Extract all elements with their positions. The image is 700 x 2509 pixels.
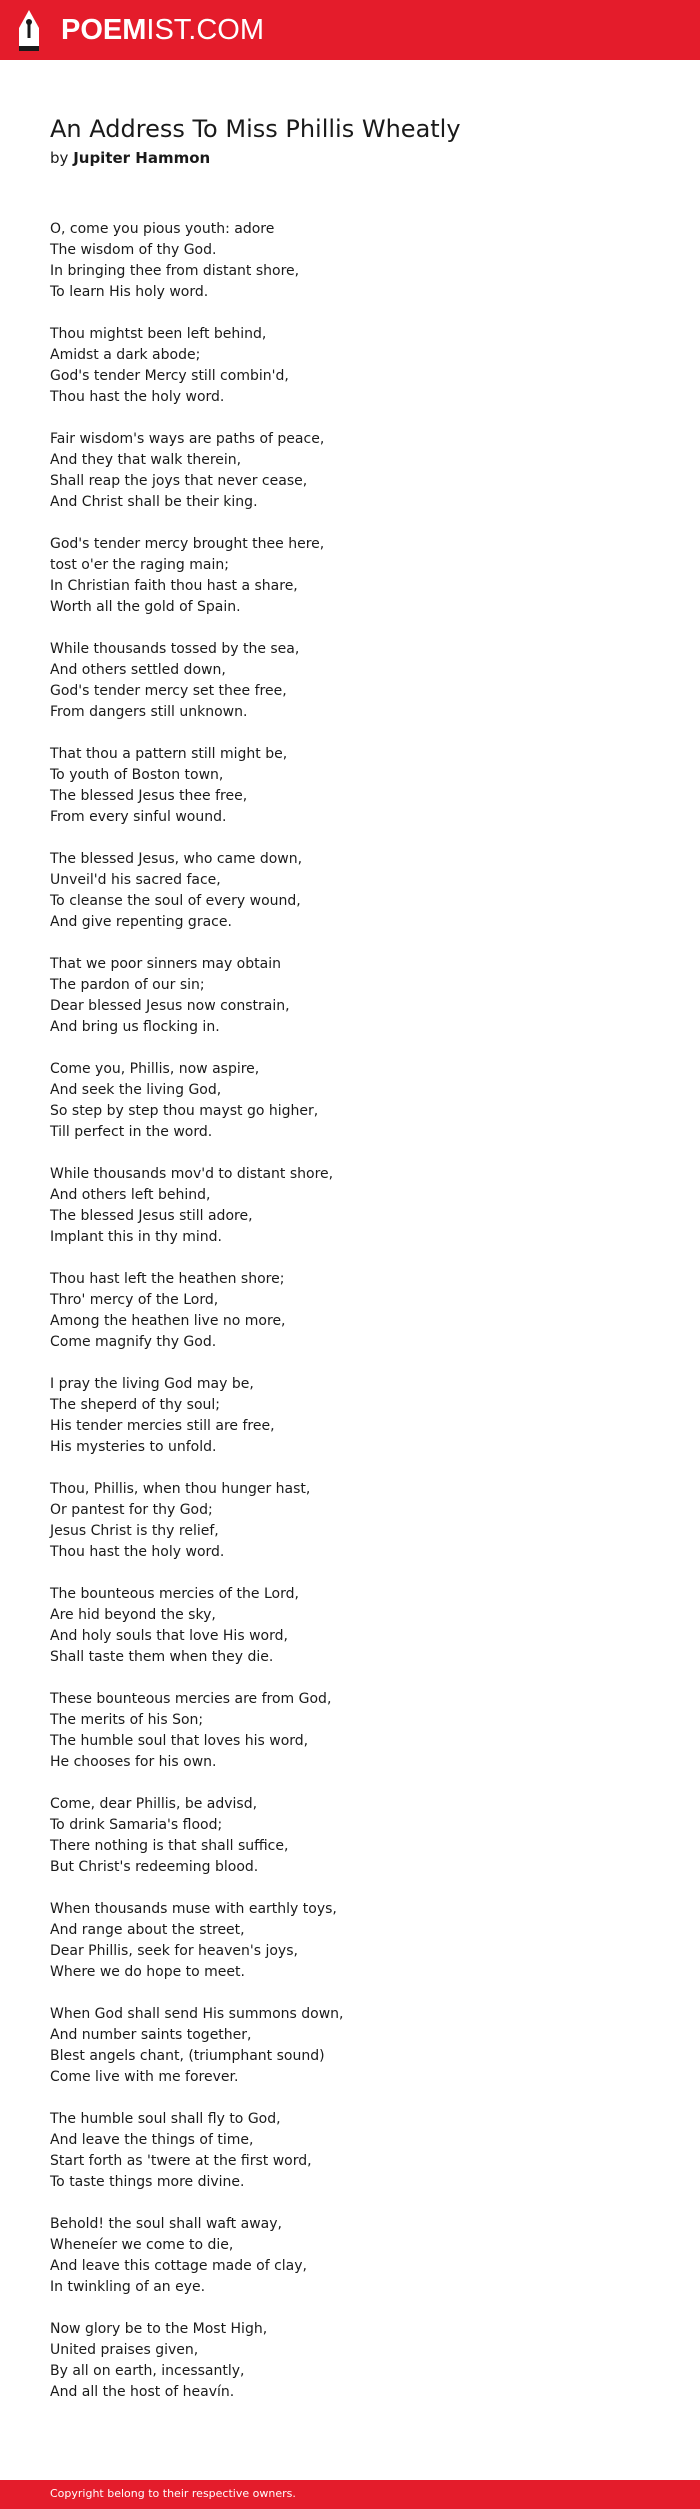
poem-line: Thro' mercy of the Lord, — [50, 1292, 219, 1308]
poem-line: God's tender mercy brought thee here, — [50, 536, 325, 552]
poem-line: And leave the things of time, — [50, 2132, 254, 2148]
poem-line: His mysteries to unfold. — [50, 1439, 217, 1455]
stanza — [50, 2214, 670, 2298]
poem-line: Jesus Christ is thy relief, — [50, 1523, 219, 1539]
poem-line: The pardon of our sin; — [50, 977, 205, 993]
poem-line: The blessed Jesus thee free, — [50, 788, 248, 804]
stanza — [50, 1689, 670, 1773]
poem-line: God's tender Mercy still combin'd, — [50, 368, 289, 384]
poem-line: By all on earth, incessantly, — [50, 2363, 245, 2379]
poem-line: The blessed Jesus, who came down, — [50, 851, 303, 867]
poem-line: And seek the living God, — [50, 1082, 222, 1098]
poem-line: And others left behind, — [50, 1187, 211, 1203]
poem-line: God's tender mercy set thee free, — [50, 683, 287, 699]
poem-line: Wheneíer we come to die, — [50, 2237, 234, 2253]
poem-line: That we poor sinners may obtain — [50, 956, 281, 972]
top-bar — [0, 0, 700, 60]
poem-line: Dear Phillis, seek for heaven's joys, — [50, 1943, 298, 1959]
logo-bold-text: POEM — [61, 14, 147, 46]
poem-line: Thou hast the holy word. — [50, 389, 225, 405]
poem-line: Worth all the gold of Spain. — [50, 599, 241, 615]
poem-line: Blest angels chant, (triumphant sound) — [50, 2048, 325, 2064]
poem-line: And they that walk therein, — [50, 452, 242, 468]
stanza — [50, 849, 670, 933]
poem-line: To youth of Boston town, — [50, 767, 224, 783]
poem-line: Till perfect in the word. — [50, 1124, 213, 1140]
poem-line: So step by step thou mayst go higher, — [50, 1103, 319, 1119]
stanza — [50, 1059, 670, 1143]
poem-line: Come magnify thy God. — [50, 1334, 217, 1350]
poem-line: And leave this cottage made of clay, — [50, 2258, 307, 2274]
poem-line: Start forth as 'twere at the first word, — [50, 2153, 312, 2169]
poem-line: When thousands muse with earthly toys, — [50, 1901, 337, 1917]
poem-title: An Address To Miss Phillis Wheatly — [50, 115, 461, 143]
stanza — [50, 2109, 670, 2193]
poem-line: Amidst a dark abode; — [50, 347, 201, 363]
footer-bar — [0, 2480, 700, 2509]
poem-line: The humble soul shall fly to God, — [50, 2111, 281, 2127]
stanza — [50, 429, 670, 513]
poem-line: O, come you pious youth: adore — [50, 221, 275, 237]
poem-line: In twinkling of an eye. — [50, 2279, 206, 2295]
poem-line: The merits of his Son; — [50, 1712, 204, 1728]
stanza — [50, 1269, 670, 1353]
poem-line: tost o'er the raging main; — [50, 557, 229, 573]
poem-line: That thou a pattern still might be, — [50, 746, 288, 762]
poem-line: The blessed Jesus still adore, — [50, 1208, 253, 1224]
poem-line: Implant this in thy mind. — [50, 1229, 222, 1245]
stanza — [50, 1584, 670, 1668]
poem-body — [50, 219, 670, 2424]
poem-line: And bring us flocking in. — [50, 1019, 220, 1035]
poem-line: And Christ shall be their king. — [50, 494, 258, 510]
poem-line: In bringing thee from distant shore, — [50, 263, 300, 279]
poem-line: Shall taste them when they die. — [50, 1649, 274, 1665]
poem-line: Thou hast the holy word. — [50, 1544, 225, 1560]
stanza — [50, 2319, 670, 2403]
poem-line: Or pantest for thy God; — [50, 1502, 213, 1518]
poem-line: And give repenting grace. — [50, 914, 232, 930]
poem-line: And number saints together, — [50, 2027, 252, 2043]
poem-line: Come live with me forever. — [50, 2069, 239, 2085]
stanza — [50, 2004, 670, 2088]
stanza — [50, 1899, 670, 1983]
site-logo[interactable] — [61, 12, 264, 48]
poem-line: Come you, Phillis, now aspire, — [50, 1061, 260, 1077]
stanza — [50, 1374, 670, 1458]
stanza — [50, 1794, 670, 1878]
poem-line: Shall reap the joys that never cease, — [50, 473, 308, 489]
poem-line: And others settled down, — [50, 662, 226, 678]
pen-nib-icon[interactable] — [16, 8, 42, 52]
poem-line: Thou, Phillis, when thou hunger hast, — [50, 1481, 311, 1497]
poem-line: In Christian faith thou hast a share, — [50, 578, 298, 594]
poem-line: His tender mercies still are free, — [50, 1418, 275, 1434]
stanza — [50, 639, 670, 723]
poem-line: United praises given, — [50, 2342, 199, 2358]
poem-line: The wisdom of thy God. — [50, 242, 217, 258]
poem-line: The bounteous mercies of the Lord, — [50, 1586, 299, 1602]
poem-line: From dangers still unknown. — [50, 704, 248, 720]
stanza — [50, 1479, 670, 1563]
poem-line: Come, dear Phillis, be advisd, — [50, 1796, 258, 1812]
poem-line: Among the heathen live no more, — [50, 1313, 286, 1329]
poem-line: These bounteous mercies are from God, — [50, 1691, 332, 1707]
poem-line: While thousands mov'd to distant shore, — [50, 1166, 334, 1182]
poem-line: He chooses for his own. — [50, 1754, 217, 1770]
poem-line: Fair wisdom's ways are paths of peace, — [50, 431, 325, 447]
poem-line: And all the host of heavín. — [50, 2384, 235, 2400]
poem-line: Unveil'd his sacred face, — [50, 872, 221, 888]
poem-line: Dear blessed Jesus now constrain, — [50, 998, 290, 1014]
stanza — [50, 219, 670, 303]
poem-line: While thousands tossed by the sea, — [50, 641, 300, 657]
poem-line: To drink Samaria's flood; — [50, 1817, 223, 1833]
poem-line: To learn His holy word. — [50, 284, 209, 300]
byline — [50, 148, 210, 168]
poem-line: From every sinful wound. — [50, 809, 227, 825]
poem-line: Where we do hope to meet. — [50, 1964, 245, 1980]
poem-line: To cleanse the soul of every wound, — [50, 893, 301, 909]
poem-line: Now glory be to the Most High, — [50, 2321, 268, 2337]
stanza — [50, 534, 670, 618]
poem-line: Thou hast left the heathen shore; — [50, 1271, 285, 1287]
author-name: Jupiter Hammon — [73, 149, 211, 167]
poem-line: And holy souls that love His word, — [50, 1628, 288, 1644]
stanza — [50, 954, 670, 1038]
poem-line: The humble soul that loves his word, — [50, 1733, 309, 1749]
logo-light-text: IST.COM — [146, 14, 265, 46]
stanza — [50, 1164, 670, 1248]
poem-line: Thou mightst been left behind, — [50, 326, 267, 342]
poem-line: To taste things more divine. — [50, 2174, 245, 2190]
poem-line: I pray the living God may be, — [50, 1376, 254, 1392]
poem-line: But Christ's redeeming blood. — [50, 1859, 259, 1875]
poem-line: Are hid beyond the sky, — [50, 1607, 216, 1623]
copyright-text: Copyright belong to their respective owners. — [50, 2487, 296, 2500]
poem-line: When God shall send His summons down, — [50, 2006, 344, 2022]
poem-line: The sheperd of thy soul; — [50, 1397, 220, 1413]
stanza — [50, 324, 670, 408]
by-label: by — [50, 149, 69, 167]
poem-line: There nothing is that shall suffice, — [50, 1838, 289, 1854]
poem-line: And range about the street, — [50, 1922, 245, 1938]
stanza — [50, 744, 670, 828]
poem-line: Behold! the soul shall waft away, — [50, 2216, 282, 2232]
